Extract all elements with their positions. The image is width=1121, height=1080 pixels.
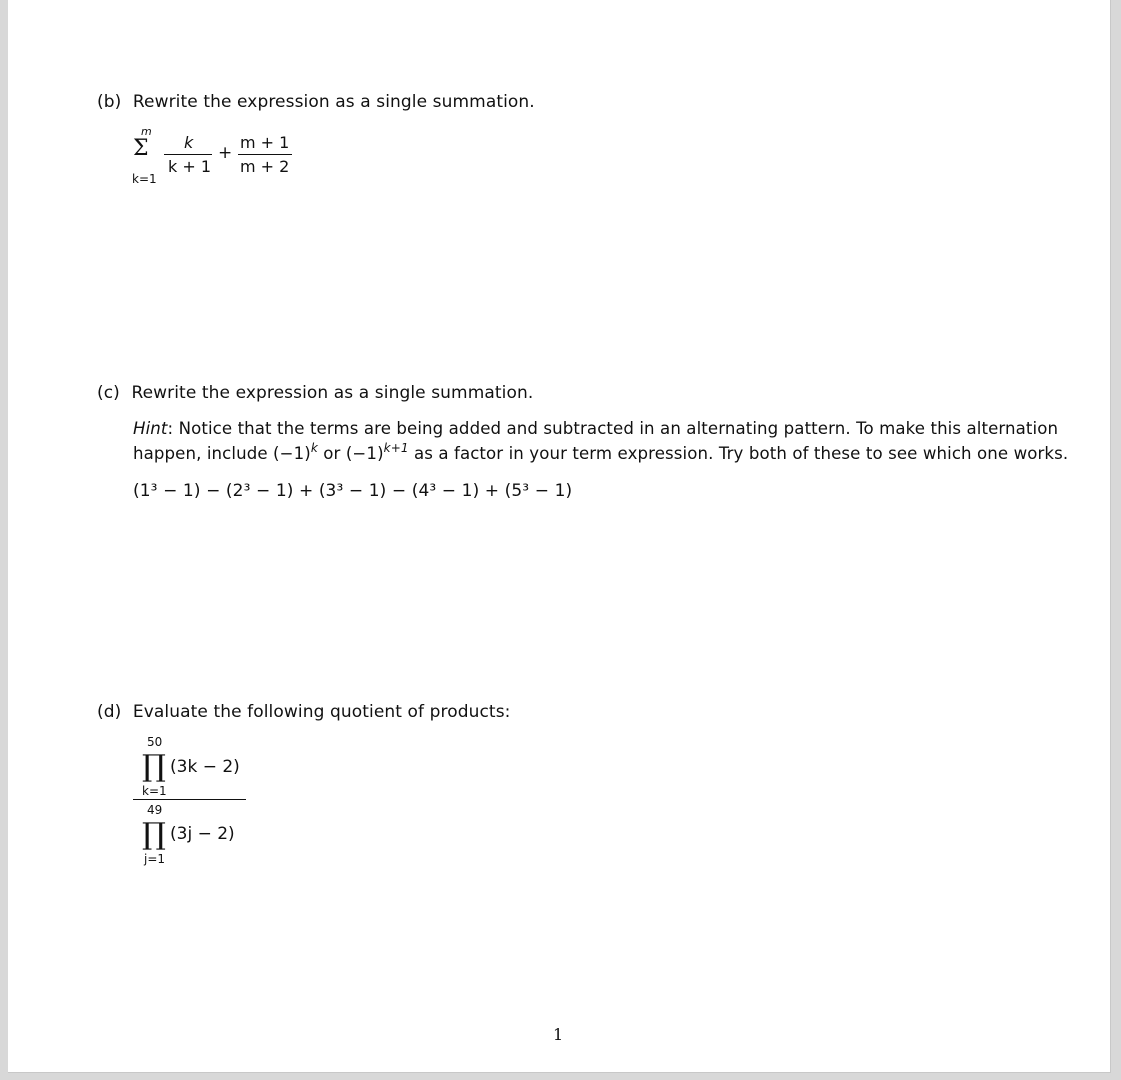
sum-upper-limit: m xyxy=(141,125,152,138)
part-d-instruction: Evaluate the following quotient of products: xyxy=(132,702,511,722)
part-c-instruction: Rewrite the expression as a single summation. xyxy=(131,383,534,403)
plus-sign: + xyxy=(218,143,233,163)
fraction-numerator: m + 1 xyxy=(240,133,290,152)
fraction-bar xyxy=(238,154,292,155)
numerator-upper-limit: 50 xyxy=(147,735,163,749)
part-c-expression: (1³ − 1) − (2³ − 1) + (3³ − 1) − (4³ − 1) + (5³ − 1) xyxy=(133,481,573,501)
hint-text-2c: as a factor in your term expression. Try both of these to see which one works. xyxy=(408,444,1069,463)
numerator-lower-limit: k=1 xyxy=(142,784,167,798)
numerator-term: (3k − 2) xyxy=(170,757,240,777)
denominator-lower-limit: j=1 xyxy=(144,852,166,866)
hint-text-2a: happen, include (−1) xyxy=(133,444,311,463)
product-icon: ∏ xyxy=(142,749,166,784)
sum-lower-limit: k=1 xyxy=(132,172,157,186)
part-d-heading xyxy=(97,702,511,722)
page-number: 1 xyxy=(553,1025,564,1044)
fraction-denominator: m + 2 xyxy=(240,157,290,176)
sigma-icon: Σ xyxy=(133,136,149,161)
fraction-m-plus-1-over-m-plus-2 xyxy=(238,133,292,181)
document-page xyxy=(8,0,1111,1073)
hint-text-2b: or (−1) xyxy=(317,444,384,463)
part-c-hint-line-1 xyxy=(133,419,1058,438)
fraction-numerator: k xyxy=(184,133,194,152)
hint-exponent-k: k xyxy=(310,441,318,455)
hint-exponent-k-plus-1: k+1 xyxy=(383,441,409,455)
part-b-heading xyxy=(97,92,535,112)
denominator-upper-limit: 49 xyxy=(147,803,163,817)
part-d-label: (d) xyxy=(97,702,122,722)
part-c-hint-line-2 xyxy=(133,441,1069,463)
fraction-denominator: k + 1 xyxy=(168,157,212,176)
quotient-bar xyxy=(133,799,246,800)
part-c-heading xyxy=(97,383,533,403)
part-c-label: (c) xyxy=(97,383,120,403)
part-b-label: (b) xyxy=(97,92,122,112)
fraction-bar xyxy=(164,154,212,155)
fraction-k-over-k-plus-1 xyxy=(164,133,212,181)
product-icon: ∏ xyxy=(142,817,166,852)
denominator-term: (3j − 2) xyxy=(170,824,235,844)
hint-text-1: : Notice that the terms are being added and subtracted in an alternating pattern. To make this alternation xyxy=(167,419,1059,438)
part-b-instruction: Rewrite the expression as a single summation. xyxy=(132,92,535,112)
hint-label: Hint xyxy=(133,419,168,438)
